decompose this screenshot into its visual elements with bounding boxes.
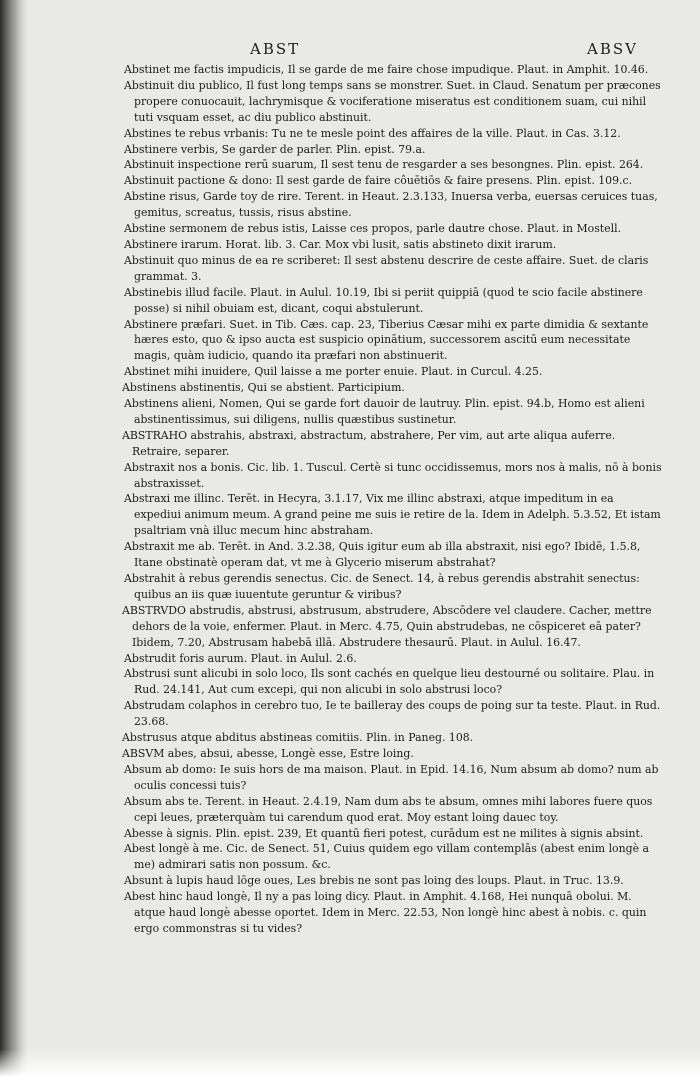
dictionary-entry: Absunt à lupis haud lōge oues, Les brebis ne sont pas loing des loups. Plaut. in Truc. 13.9. (124, 874, 624, 888)
dictionary-entry: Abstines te rebus vrbanis: Tu ne te mesle point des affaires de la ville. Plaut. in Cas. 3.12. (124, 126, 621, 140)
dictionary-entry: Abstine sermonem de rebus istis, Laisse ces propos, parle dautre chose. Plaut. in Mostell. (124, 222, 622, 236)
running-header (250, 40, 638, 62)
dictionary-entry: Abstinet me factis impudicis, Il se garde de me faire chose impudique. Plaut. in Amphit. 10.46. (124, 63, 649, 76)
dictionary-entry: Abest hinc haud longè, Il ny a pas loing dicy. Plaut. in Amphit. 4.168, Hei nunquā obolui. M. atque haud longè abesse oportet. Idem in Merc. 22.53, Non longè hinc abest à nobis. c. quin ergo commonstras si tu vides? (124, 890, 647, 935)
dictionary-entry: Abstraxi me illinc. Terēt. in Hecyra, 3.1.17, Vix me illinc abstraxi, atque impeditum in ea expediui animum meum. A grand peine me suis ie retire de la. Idem in Adelph. 5.3.52, Et istam psaltriam vnà illuc mecum hinc abstraham. (124, 492, 661, 538)
dictionary-entry: Abstraxit me ab. Terēt. in And. 3.2.38, Quis igitur eum ab illa abstraxit, nisi ego? Ibidē, 1.5.8, Itane obstinatè operam dat, vt me à Glycerio miserum abstrahat? (124, 540, 641, 570)
dictionary-entry: Abstinere præfari. Suet. in Tib. Cæs. cap. 23, Tiberius Cæsar mihi ex parte dimidia & sextante hæres esto, quo & ipso aucta est suspicio opinātium, successorem ascitū eum necessitate magis, quàm iudicio, quando ita præfari non abstinuerit. (124, 317, 649, 363)
dictionary-entry: Abstine risus, Garde toy de rire. Terent. in Heaut. 2.3.133, Inuersa verba, euersas ceruices tuas, gemitus, screatus, tussis, risus abstine. (124, 190, 658, 220)
dictionary-entry: Abstinet mihi inuidere, Quil laisse a me porter enuie. Plaut. in Curcul. 4.25. (124, 365, 543, 379)
dictionary-entry: Abstinens alieni, Nomen, Qui se garde fort dauoir de lautruy. Plin. epist. 94.b, Homo est alieni abstinentissimus, sui diligens, nullis quæstibus sustinetur. (124, 397, 645, 426)
dictionary-entry: Abstinere verbis, Se garder de parler. Plin. epist. 79.a. (124, 142, 426, 156)
dictionary-entry: Absum ab domo: Ie suis hors de ma maison. Plaut. in Epid. 14.16, Num absum ab domo? num ab oculis concessi tuis? (124, 762, 659, 792)
dictionary-entry: ABSTRVDO abstrudis, abstrusi, abstrusum, abstrudere, Abscōdere vel claudere. Cacher, mettre dehors de la voie, enfermer. Plaut. in Merc. 4.75, Quin abstrudebas, ne cōspiceret eā pater? Ibidem, 7.20, Abstrusam habebā illā. Abstrudere thesaurū. Plaut. in Aulul. 16.47. (122, 603, 652, 649)
dictionary-column (122, 62, 662, 937)
dictionary-entry: Abest longè à me. Cic. de Senect. 51, Cuius quidem ego villam contemplās (abest enim longè a me) admirari satis non possum. &c. (124, 842, 649, 872)
dictionary-entry: Abstinuit pactione & dono: Il sest garde de faire côuētiōs & faire presens. Plin. epist. 109.c. (124, 174, 633, 188)
dictionary-entry: ABSVM abes, absui, abesse, Longè esse, Estre loing. (122, 746, 414, 760)
dictionary-entry: Abstinebis illud facile. Plaut. in Aulul. 10.19, Ibi si periit quippiā (quod te scio facile abstinere posse) si nihil obuiam est, dicant, coqui abstulerunt. (124, 285, 643, 315)
dictionary-entry: ABSTRAHO abstrahis, abstraxi, abstractum, abstrahere, Per vim, aut arte aliqua auferre. Retraire, separer. (122, 428, 616, 458)
dictionary-entry: Abstinuit quo minus de ea re scriberet: Il sest abstenu descrire de ceste affaire. Suet. de claris grammat. 3. (124, 253, 649, 283)
dictionary-entry: Abstinuit diu publico, Il fust long temps sans se monstrer. Suet. in Claud. Senatum per præcones propere conuocauit, lachrymisque & vociferatione miseratus est conditionem suam, cui nihil tuti vsquam esset, ac diu publico abstinuit. (124, 78, 661, 124)
dictionary-entry: Abstrusi sunt alicubi in solo loco, Ils sont cachés en quelque lieu destourné ou solitaire. Plau. in Rud. 24.141, Aut cum excepi, qui non alicubi in solo abstrusi loco? (124, 667, 655, 697)
dictionary-entry: Abstrusus atque abditus abstineas comitiis. Plin. in Paneg. 108. (122, 731, 474, 745)
dictionary-entry: Abstrudit foris aurum. Plaut. in Aulul. 2.6. (124, 651, 357, 665)
dictionary-entry: Abstrahit à rebus gerendis senectus. Cic. de Senect. 14, à rebus gerendis abstrahit senectus: quibus an iis quæ iuuentute geruntur & viribus? (124, 572, 640, 601)
dictionary-entry: Abesse à signis. Plin. epist. 239, Et quantū fieri potest, curādum est ne milites à signis absint. (124, 826, 644, 840)
dictionary-entry: Abstinuit inspectione rerū suarum, Il sest tenu de resgarder a ses besongnes. Plin. epist. 264. (124, 158, 644, 172)
binding-gutter-shadow (0, 0, 28, 1089)
dictionary-entry: Absum abs te. Terent. in Heaut. 2.4.19, Nam dum abs te absum, omnes mihi labores fuere quos cepi leues, præterquàm tui carendum quod erat. Moy estant loing dauec toy. (124, 794, 653, 824)
header-left: ABST (250, 40, 301, 58)
dictionary-entry: Abstraxit nos a bonis. Cic. lib. 1. Tuscul. Certè si tunc occidissemus, mors nos à malis, nō à bonis abstraxisset. (124, 460, 662, 490)
dictionary-entry: Abstinere irarum. Horat. lib. 3. Car. Mox vbi lusit, satis abstineto dixit irarum. (124, 237, 557, 251)
dictionary-entry: Abstrudam colaphos in cerebro tuo, Ie te bailleray des coups de poing sur ta teste. Plaut. in Rud. 23.68. (124, 699, 661, 729)
header-right: ABSV (587, 40, 638, 58)
dictionary-entry: Abstinens abstinentis, Qui se abstient. Participium. (122, 381, 405, 395)
page-bottom-edge (0, 1049, 700, 1089)
